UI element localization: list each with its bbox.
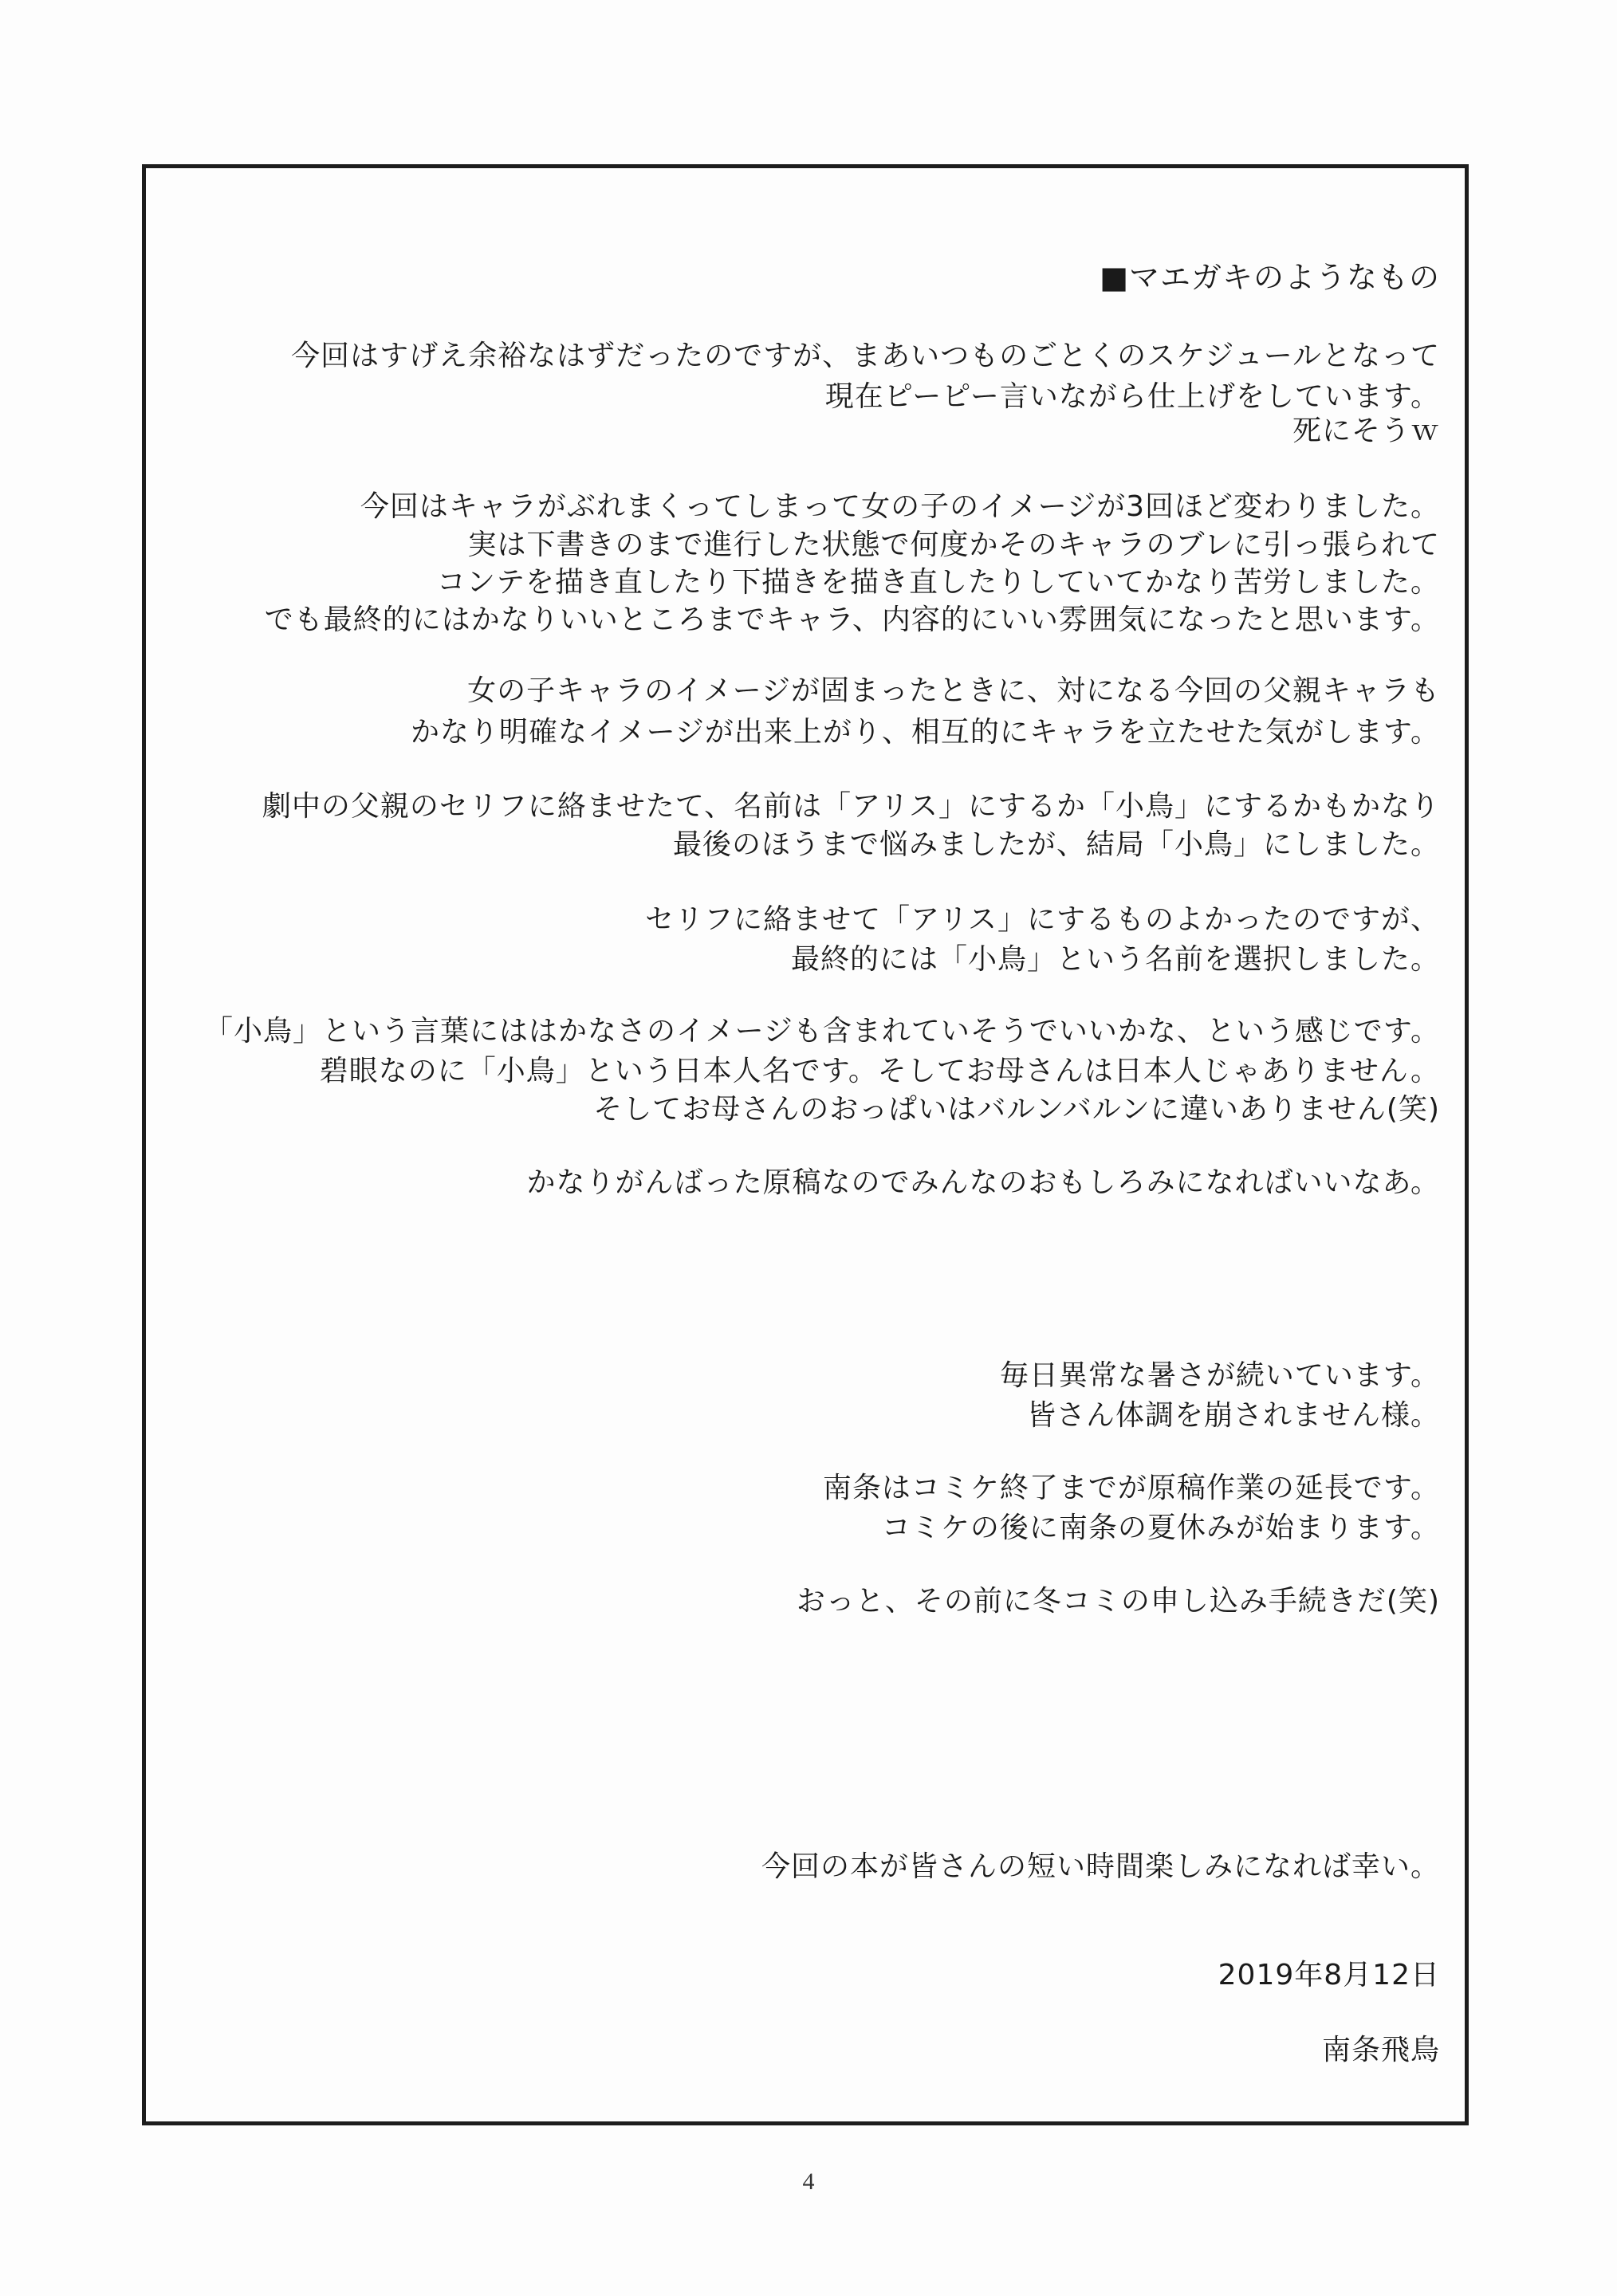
- page-number: 4: [802, 2168, 815, 2195]
- text-line: 実は下書きのまで進行した状態で何度かそのキャラのブレに引っ張られて: [467, 529, 1440, 561]
- text-line: 「小鳥」という言葉にははかなさのイメージも含まれていそうでいいかな、という感じです。: [203, 1015, 1440, 1048]
- text-line: 劇中の父親のセリフに絡ませたて、名前は「アリス」にするか「小鳥」にするかもかなり: [262, 790, 1440, 823]
- page-border: [142, 164, 1469, 2125]
- text-line: 今回の本が皆さんの短い時間楽しみになれば幸い。: [761, 1850, 1440, 1883]
- text-line: 碧眼なのに「小鳥」という日本人名です。そしてお母さんは日本人じゃありません。: [319, 1055, 1440, 1087]
- text-line: コンテを描き直したり下描きを描き直したりしていてかなり苦労しました。: [436, 566, 1440, 599]
- date: 2019年8月12日: [1218, 1959, 1440, 1991]
- text-line: コミケの後に南条の夏休みが始まります。: [881, 1512, 1440, 1544]
- text-line: 毎日異常な暑さが続いています。: [999, 1359, 1440, 1392]
- text-line: 最後のほうまで悩みましたが、結局「小鳥」にしました。: [672, 828, 1440, 861]
- text-line: 現在ピーピー言いながら仕上げをしています。: [824, 380, 1440, 413]
- text-line: でも最終的にはかなりいいところまでキャラ、内容的にいい雰囲気になったと思います。: [264, 603, 1440, 636]
- text-line: 死にそうｗ: [1292, 415, 1440, 447]
- text-line: 今回はすげえ余裕なはずだったのですが、まあいつものごとくのスケジュールとなって: [291, 340, 1440, 372]
- text-line: おっと、その前に冬コミの申し込み手続きだ(笑): [796, 1585, 1440, 1618]
- text-line: 最終的には「小鳥」という名前を選択しました。: [790, 943, 1440, 976]
- text-line: かなり明確なイメージが出来上がり、相互的にキャラを立たせた気がします。: [410, 716, 1440, 749]
- text-line: 皆さん体調を崩されません様。: [1026, 1399, 1440, 1432]
- text-line: 今回はキャラがぶれまくってしまって女の子のイメージが3回ほど変わりました。: [360, 490, 1440, 523]
- text-line: そしてお母さんのおっぱいはバルンバルンに違いありません(笑): [593, 1093, 1440, 1126]
- text-line: セリフに絡ませて「アリス」にするものよかったのですが、: [645, 903, 1440, 936]
- text-line: 南条はコミケ終了までが原稿作業の延長です。: [822, 1472, 1440, 1504]
- heading: ■マエガキのようなもの: [1100, 260, 1440, 295]
- author-signature: 南条飛鳥: [1321, 2034, 1440, 2066]
- text-line: 女の子キャラのイメージが固まったときに、対になる今回の父親キャラも: [467, 674, 1440, 707]
- text-line: かなりがんばった原稿なのでみんなのおもしろみになればいいなあ。: [526, 1166, 1440, 1199]
